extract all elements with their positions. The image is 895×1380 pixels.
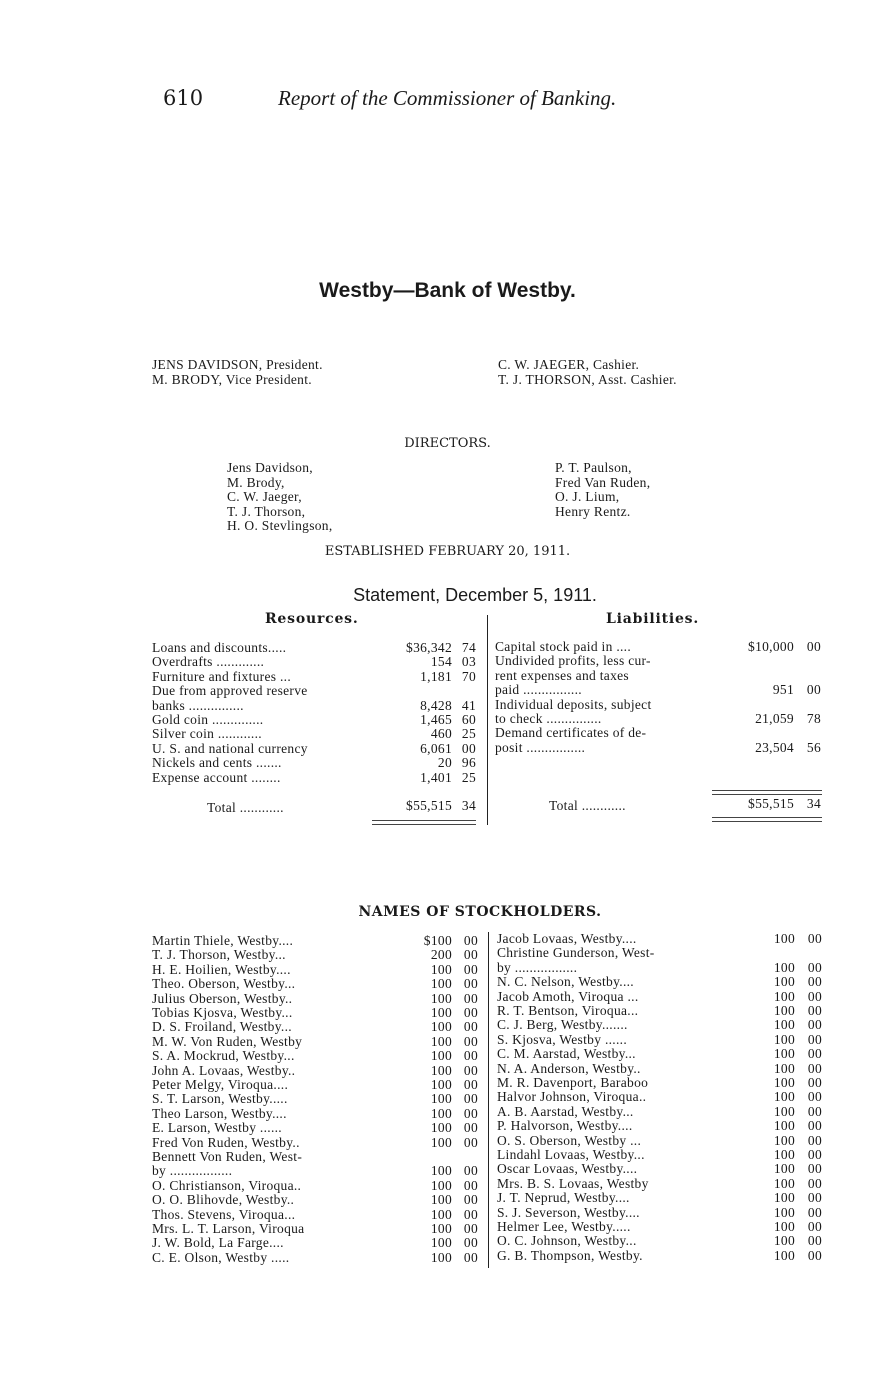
stockholder-right-row-label: R. T. Bentson, Viroqua... (497, 1003, 639, 1018)
resource-row-dollars: 1,465 (420, 712, 452, 727)
resource-row-dollars: 1,181 (420, 668, 452, 684)
officer-asst-cashier: T. J. THORSON, Asst. Cashier. (498, 371, 677, 387)
stockholder-right-row-label: J. T. Neprud, Westby.... (497, 1190, 630, 1206)
stockholder-left-row-cents: 00 (463, 1249, 478, 1265)
resource-row-dollars: 20 (437, 755, 452, 771)
liability-row-label: Undivided profits, less cur- (495, 653, 651, 669)
running-title: Report of the Commissioner of Banking. (278, 86, 617, 110)
stockholder-left-row-cents: 00 (463, 1177, 478, 1193)
stockholder-left-row-label: M. W. Von Ruden, Westby (152, 1033, 303, 1049)
stockholder-left-row-dollars: 100 (430, 1019, 452, 1035)
stockholder-right-row-label: S. J. Severson, Westby.... (497, 1204, 640, 1220)
stockholder-left-row-dollars: 100 (430, 1249, 452, 1265)
liabilities-total-cents: 34 (806, 796, 821, 811)
stockholder-left-row-label: C. E. Olson, Westby ..... (152, 1249, 290, 1265)
stockholder-right-row-dollars: 100 (773, 931, 795, 946)
stockholder-right-row-label: Jacob Lovaas, Westby.... (497, 931, 637, 946)
officer-cashier: C. W. JAEGER, Cashier. (498, 357, 640, 372)
liability-row-label: posit ................ (495, 739, 586, 755)
directors-heading: DIRECTORS. (404, 436, 491, 451)
resource-row-dollars: 1,401 (420, 769, 452, 785)
resource-row-dollars: $36,342 (406, 640, 452, 655)
stockholder-right-row-dollars: 100 (773, 974, 795, 990)
stockholder-left-row-dollars: 100 (430, 1033, 452, 1049)
stockholder-left-row-cents: 00 (463, 1105, 478, 1121)
stockholder-left-row-cents: 00 (463, 1005, 478, 1020)
stockholder-right-row-label: Helmer Lee, Westby..... (497, 1219, 631, 1234)
stockholder-right-row-cents: 00 (807, 1147, 822, 1162)
officer-president: JENS DAVIDSON, President. (152, 357, 323, 372)
stockholder-left-row-label: Martin Thiele, Westby.... (152, 933, 294, 948)
resource-row-dollars: 6,061 (420, 740, 452, 756)
stockholder-right-row-dollars: 100 (773, 1046, 795, 1062)
stockholder-left-row-dollars: 200 (430, 947, 452, 963)
liability-row-label: Individual deposits, subject (495, 696, 652, 712)
stockholder-left-row-cents: 00 (463, 1221, 478, 1236)
stockholder-right-row-label: Christine Gunderson, West- (497, 945, 655, 961)
stockholder-right-row-dollars: 100 (773, 1132, 795, 1148)
stockholder-left-row-label: Fred Von Ruden, Westby.. (152, 1134, 300, 1150)
resource-row-label: banks ............... (152, 697, 244, 713)
resource-row-label: Furniture and fixtures ... (152, 668, 292, 684)
liability-row-cents: 00 (806, 639, 821, 654)
stockholder-left-row-label: H. E. Hoilien, Westby.... (152, 961, 291, 977)
resource-row-cents: 60 (461, 712, 476, 727)
resource-row-cents: 25 (461, 726, 476, 742)
stockholder-left-row-cents: 00 (463, 1120, 478, 1136)
stockholder-right-row-label: Halvor Johnson, Viroqua.. (497, 1089, 647, 1105)
stockholder-right-row-cents: 00 (807, 1247, 822, 1263)
stockholder-left-row-cents: 00 (463, 990, 478, 1006)
director-name: Jens Davidson, (227, 460, 313, 475)
liabilities-total-rule (712, 817, 822, 822)
liabilities-total-rule-top (712, 790, 822, 795)
resources-total-rule (372, 820, 476, 825)
stockholder-right-row-cents: 00 (807, 1204, 822, 1220)
liability-row-cents: 00 (806, 682, 821, 698)
stockholder-right-row-cents: 00 (807, 1003, 822, 1018)
stockholder-left-row-dollars: 100 (430, 1235, 452, 1251)
stockholder-right-row-label: S. Kjosva, Westby ...... (497, 1031, 627, 1047)
stockholder-left-row-label: T. J. Thorson, Westby... (152, 947, 286, 963)
stockholder-right-row-label: Mrs. B. S. Lovaas, Westby (497, 1175, 649, 1191)
stockholder-left-row-dollars: 100 (430, 1177, 452, 1193)
resource-row-label: Silver coin ............ (152, 726, 262, 742)
liability-row-dollars: $10,000 (748, 639, 794, 654)
stockholder-left-row-cents: 00 (463, 1077, 478, 1092)
liability-row-label: paid ................ (495, 682, 582, 698)
stockholder-right-row-cents: 00 (807, 1046, 822, 1062)
stockholder-left-row-cents: 00 (463, 1206, 478, 1222)
director-name: Henry Rentz. (555, 503, 631, 519)
stockholder-right-row-cents: 00 (807, 1060, 822, 1076)
stockholder-right-row-label: Lindahl Lovaas, Westby... (497, 1147, 645, 1162)
stockholder-right-row-label: N. A. Anderson, Westby.. (497, 1060, 641, 1076)
director-name: Fred Van Ruden, (555, 474, 651, 490)
resource-row-cents: 70 (461, 668, 476, 684)
stockholder-left-row-label: Tobias Kjosva, Westby... (152, 1005, 293, 1020)
stockholder-left-row-cents: 00 (463, 1048, 478, 1064)
officers-left (152, 358, 323, 387)
established-date: ESTABLISHED FEBRUARY 20, 1911. (324, 544, 571, 559)
stockholder-left-row-label: by ................. (152, 1163, 233, 1179)
stockholder-left-row-label: Bennett Von Ruden, West- (152, 1149, 303, 1164)
stockholder-right-row-cents: 00 (807, 1017, 822, 1033)
liability-row-label: to check ............... (495, 711, 602, 726)
stockholder-left-row-label: S. A. Mockrud, Westby... (152, 1048, 295, 1064)
stockholder-right-row-dollars: 100 (773, 1118, 795, 1134)
stockholder-left-row-dollars: 100 (430, 1120, 452, 1136)
directors-right (555, 461, 650, 519)
directors-left (227, 461, 333, 534)
officer-vice-president: M. BRODY, Vice President. (152, 371, 312, 387)
stockholder-right-row-dollars: 100 (773, 1233, 795, 1249)
stockholder-left-row-label: E. Larson, Westby ...... (152, 1120, 282, 1136)
stockholders-heading: NAMES OF STOCKHOLDERS. (358, 904, 602, 920)
stockholder-left-row-dollars: 100 (430, 1062, 452, 1078)
stockholder-left-row-cents: 00 (463, 976, 478, 992)
liability-row-cents: 56 (806, 739, 821, 755)
resource-row-cents: 00 (461, 740, 476, 756)
liabilities-heading: Liabilities. (606, 611, 700, 627)
stockholder-right-row-cents: 00 (807, 1089, 822, 1105)
stockholder-left-row-label: O. Christianson, Viroqua.. (152, 1177, 302, 1193)
stockholder-left-row-dollars: 100 (430, 1077, 452, 1092)
stockholder-left-row-dollars: 100 (430, 1221, 452, 1236)
director-name: O. J. Lium, (555, 489, 620, 504)
stockholder-left-row-dollars: 100 (430, 1163, 452, 1179)
stockholder-right-row-dollars: 100 (773, 1017, 795, 1033)
liability-row-dollars: 951 (772, 682, 794, 698)
resource-row-label: U. S. and national currency (152, 740, 308, 756)
stockholder-right-row-dollars: 100 (773, 1089, 795, 1105)
stockholder-right-row-dollars: 100 (773, 1204, 795, 1220)
resource-row-label: Due from approved reserve (152, 683, 308, 699)
stockholder-left-row-cents: 00 (463, 1134, 478, 1150)
stockholder-left-row-label: O. O. Blihovde, Westby.. (152, 1192, 295, 1208)
stockholders-column-divider (488, 932, 489, 1268)
liabilities-total-label: Total ............ (549, 798, 626, 813)
stockholder-right-row-cents: 00 (807, 1190, 822, 1206)
stockholder-right-row-dollars: 100 (773, 1247, 795, 1263)
stockholder-left-row-dollars: 100 (430, 990, 452, 1006)
stockholder-right-row-cents: 00 (807, 1132, 822, 1148)
liability-row-label: rent expenses and taxes (495, 667, 629, 683)
stockholder-left-row-cents: 00 (463, 947, 478, 963)
resources-total-dollars: $55,515 (406, 798, 452, 813)
stockholder-left-row-label: John A. Lovaas, Westby.. (152, 1062, 296, 1078)
statement-column-divider (487, 615, 488, 825)
stockholder-left-row-cents: 00 (463, 1062, 478, 1078)
resources-total-label: Total ............ (207, 800, 284, 815)
statement-title: Statement, December 5, 1911. (353, 585, 597, 605)
stockholder-left-row-label: Theo. Oberson, Westby... (152, 976, 296, 992)
stockholder-left-row-label: S. T. Larson, Westby..... (152, 1091, 288, 1107)
page-number: 610 (163, 86, 204, 110)
resource-row-cents: 25 (461, 769, 476, 785)
officers-right (498, 358, 677, 387)
stockholder-left-row-dollars: $100 (423, 933, 452, 948)
stockholder-right-row-cents: 00 (807, 988, 822, 1004)
stockholder-right-row-label: G. B. Thompson, Westby. (497, 1247, 643, 1263)
stockholder-left-row-cents: 00 (463, 1192, 478, 1208)
stockholder-left-row-dollars: 100 (430, 1005, 452, 1020)
stockholder-left-row-label: Thos. Stevens, Viroqua... (152, 1206, 296, 1222)
stockholder-left-row-cents: 00 (463, 933, 478, 948)
stockholder-right-row-dollars: 100 (773, 988, 795, 1004)
stockholder-left-row-cents: 00 (463, 1091, 478, 1107)
stockholder-right-row-cents: 00 (807, 1161, 822, 1177)
stockholder-left-row-cents: 00 (463, 1033, 478, 1049)
resource-row-cents: 03 (461, 654, 476, 670)
stockholder-left-row-label: Theo Larson, Westby.... (152, 1105, 287, 1121)
stockholder-left-row-label: D. S. Froiland, Westby... (152, 1019, 292, 1035)
stockholder-right-row-label: Oscar Lovaas, Westby.... (497, 1161, 638, 1177)
stockholder-right-row-cents: 00 (807, 1118, 822, 1134)
stockholder-right-row-dollars: 100 (773, 959, 795, 975)
stockholder-left-row-dollars: 100 (430, 1192, 452, 1208)
stockholder-right-row-dollars: 100 (773, 1147, 795, 1162)
stockholder-left-row-cents: 00 (463, 1163, 478, 1179)
stockholder-right-row-cents: 00 (807, 1103, 822, 1119)
stockholder-right-row-cents: 00 (807, 1075, 822, 1090)
stockholder-right-row-dollars: 100 (773, 1031, 795, 1047)
liabilities-total-dollars: $55,515 (748, 796, 794, 811)
stockholder-right-row-dollars: 100 (773, 1219, 795, 1234)
stockholder-right-row-label: C. M. Aarstad, Westby... (497, 1046, 636, 1062)
resource-row-cents: 41 (461, 697, 476, 713)
resource-row-label: Loans and discounts..... (152, 640, 287, 655)
stockholder-right-row-cents: 00 (807, 931, 822, 946)
resources-heading: Resources. (265, 611, 359, 627)
stockholder-right-row-dollars: 100 (773, 1161, 795, 1177)
stockholder-right-row-dollars: 100 (773, 1003, 795, 1018)
stockholder-right-row-label: O. S. Oberson, Westby ... (497, 1132, 642, 1148)
stockholder-left-row-dollars: 100 (430, 1091, 452, 1107)
bank-title: Westby—Bank of Westby. (319, 279, 576, 302)
stockholder-right-row-label: by ................. (497, 959, 578, 975)
stockholder-right-row-cents: 00 (807, 1031, 822, 1047)
stockholder-right-row-cents: 00 (807, 1219, 822, 1234)
stockholder-left-row-cents: 00 (463, 1235, 478, 1251)
resource-row-label: Gold coin .............. (152, 712, 264, 727)
stockholder-right-row-dollars: 100 (773, 1075, 795, 1090)
liability-row-label: Capital stock paid in .... (495, 639, 632, 654)
stockholder-right-row-cents: 00 (807, 959, 822, 975)
stockholder-right-row-label: A. B. Aarstad, Westby... (497, 1103, 634, 1119)
stockholder-right-row-dollars: 100 (773, 1190, 795, 1206)
director-name: M. Brody, (227, 474, 285, 490)
stockholder-right-row-label: M. R. Davenport, Baraboo (497, 1075, 649, 1090)
resource-row-dollars: 154 (430, 654, 452, 670)
resource-row-cents: 96 (461, 755, 476, 771)
stockholder-right-row-dollars: 100 (773, 1060, 795, 1076)
resource-row-cents: 74 (461, 640, 476, 655)
director-name: C. W. Jaeger, (227, 489, 302, 504)
stockholder-right-row-dollars: 100 (773, 1103, 795, 1119)
stockholder-right-row-label: C. J. Berg, Westby....... (497, 1017, 628, 1033)
director-name: T. J. Thorson, (227, 503, 306, 519)
liability-row-cents: 78 (806, 711, 821, 726)
stockholder-left-row-dollars: 100 (430, 1206, 452, 1222)
stockholder-left-row-label: Peter Melgy, Viroqua.... (152, 1077, 289, 1092)
liability-row-dollars: 23,504 (755, 739, 794, 755)
director-name: P. T. Paulson, (555, 460, 632, 475)
stockholder-right-row-cents: 00 (807, 974, 822, 990)
resource-row-label: Nickels and cents ....... (152, 755, 282, 771)
stockholder-right-row-cents: 00 (807, 1175, 822, 1191)
stockholder-right-row-label: N. C. Nelson, Westby.... (497, 974, 634, 990)
stockholder-left-row-cents: 00 (463, 1019, 478, 1035)
stockholder-left-row-label: Mrs. L. T. Larson, Viroqua (152, 1221, 305, 1236)
liability-row-dollars: 21,059 (755, 711, 794, 726)
stockholder-left-row-dollars: 100 (430, 1048, 452, 1064)
stockholder-left-row-dollars: 100 (430, 976, 452, 992)
stockholder-left-row-dollars: 100 (430, 1134, 452, 1150)
stockholder-right-row-label: O. C. Johnson, Westby... (497, 1233, 637, 1249)
resource-row-label: Expense account ........ (152, 769, 281, 785)
stockholder-left-row-dollars: 100 (430, 1105, 452, 1121)
stockholder-right-row-dollars: 100 (773, 1175, 795, 1191)
stockholder-left-row-cents: 00 (463, 961, 478, 977)
stockholder-left-row-label: J. W. Bold, La Farge.... (152, 1235, 284, 1251)
stockholder-right-row-label: P. Halvorson, Westby.... (497, 1118, 633, 1134)
resources-total-cents: 34 (461, 798, 476, 813)
stockholder-right-row-label: Jacob Amoth, Viroqua ... (497, 988, 639, 1004)
liability-row-label: Demand certificates of de- (495, 725, 647, 741)
stockholder-right-row-cents: 00 (807, 1233, 822, 1249)
resource-row-dollars: 8,428 (420, 697, 452, 713)
resource-row-dollars: 460 (430, 726, 452, 742)
stockholder-left-row-dollars: 100 (430, 961, 452, 977)
director-name: H. O. Stevlingson, (227, 518, 333, 533)
resource-row-label: Overdrafts ............. (152, 654, 265, 670)
stockholder-left-row-label: Julius Oberson, Westby.. (152, 990, 293, 1006)
